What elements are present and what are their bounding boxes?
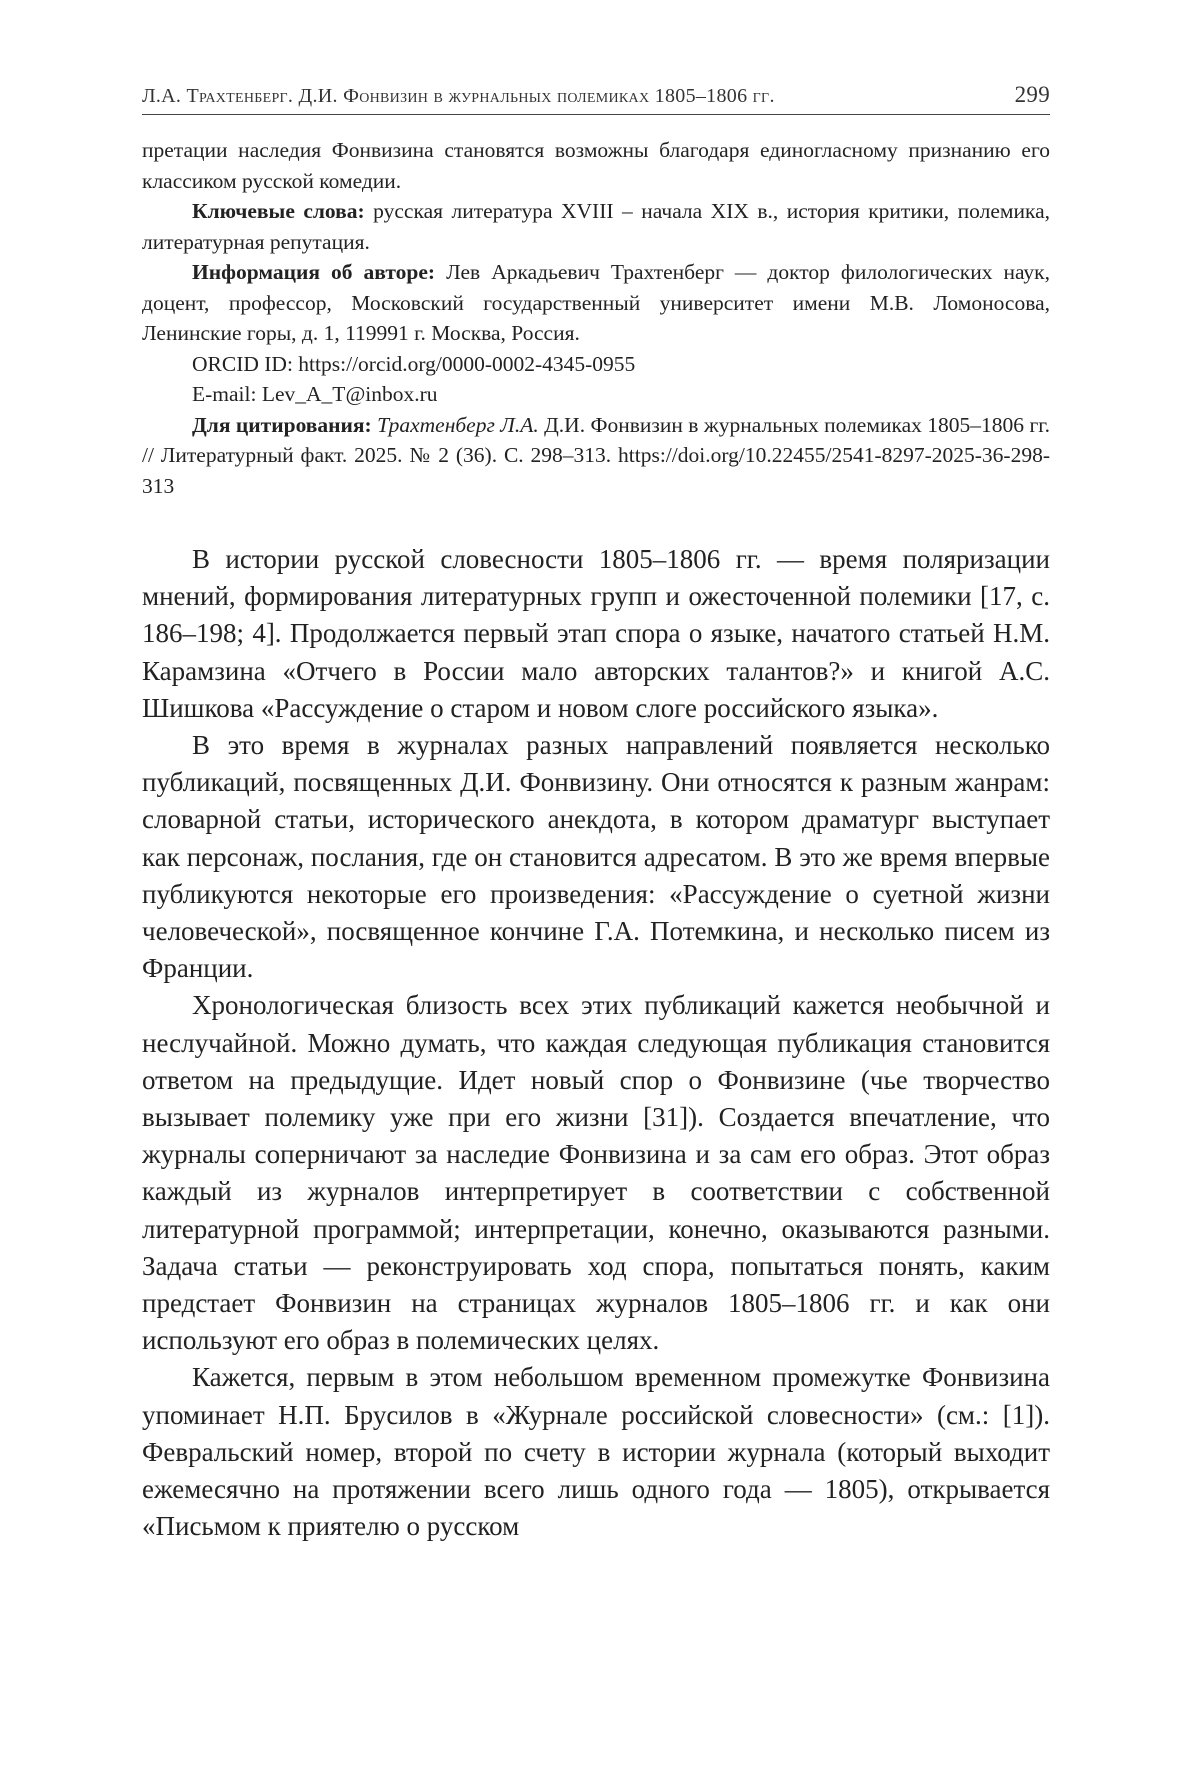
running-header	[142, 82, 1050, 115]
citation-label: Для цитирования:	[192, 412, 372, 437]
orcid-line: ORCID ID: https://orcid.org/0000-0002-4345-0955	[192, 351, 636, 376]
keywords-label: Ключевые слова:	[192, 199, 365, 223]
body-paragraph: В это время в журналах разных направлений появляется несколько публикаций, посвященных Д.И. Фонвизину. Они относятся к разным жанрам: словарной статьи, исторического анекдота, в котором драматург выступает как персонаж, послания, где он становится адресатом. В это же время впервые публикуются некоторые его произведения: «Рассуждение о суетной жизни человеческой», посвященное кончине Г.А. Потемкина, и несколько писем из Франции.	[142, 730, 1050, 984]
author-info	[142, 257, 1050, 349]
author-info-text: Лев Аркадьевич Трахтенберг — доктор филологических наук, доцент, профессор, Московский государственный университет имени М.В. Ломоносова, Ленинские горы, д. 1, 119991 г. Москва, Россия.	[142, 260, 1051, 345]
citation	[142, 410, 1050, 502]
abstract-block	[142, 135, 1050, 501]
keywords-text: русская литература XVIII – начала XIX в., история критики, полемика, литературная репутация.	[142, 199, 1051, 254]
running-title: Л.А. Трахтенберг. Д.И. Фонвизин в журнальных полемиках 1805–1806 гг.	[142, 85, 775, 107]
keywords	[142, 196, 1050, 257]
author-info-label: Информация об авторе:	[192, 260, 436, 284]
article-body	[142, 541, 1050, 1545]
abstract-continuation: претации наследия Фонвизина становятся возможны благодаря единогласному признанию его классиком русской комедии.	[142, 138, 1050, 193]
body-paragraph: В истории русской словесности 1805–1806 гг. — время поляризации мнений, формирования литературных групп и ожесточенной полемики [17, с. 186–198; 4]. Продолжается первый этап спора о языке, начатого статьей Н.М. Карамзина «Отчего в России мало авторских талантов?» и книгой А.С. Шишкова «Рассуждение о старом и новом слоге российского языка».	[142, 544, 1050, 723]
citation-author: Трахтенберг Л.А.	[377, 412, 539, 437]
body-paragraph: Хронологическая близость всех этих публикаций кажется необычной и неслучайной. Можно думать, что каждая следующая публикация становится ответом на предыдущие. Идет новый спор о Фонвизине (чье творчество вызывает полемику уже при его жизни [31]). Создается впечатление, что журналы соперничают за наследие Фонвизина и за сам его образ. Этот образ каждый из журналов интерпретирует в соответствии с собственной литературной программой; интерпретации, конечно, оказываются разными. Задача статьи — реконструировать ход спора, попытаться понять, каким предстает Фонвизин на страницах журналов 1805–1806 гг. и как они используют его образ в полемических целях.	[142, 990, 1050, 1356]
document-page	[142, 82, 1050, 1545]
page-number: 299	[1014, 82, 1050, 107]
email-line: E-mail: Lev_A_T@inbox.ru	[192, 382, 438, 406]
body-paragraph: Кажется, первым в этом небольшом временном промежутке Фонвизина упоминает Н.П. Брусилов в «Журнале российской словесности» (см.: [1]). Февральский номер, второй по счету в истории журнала (который выходит ежемесячно на протяжении всего лишь одного года — 1805), открывается «Письмом к приятелю о русском	[142, 1362, 1050, 1542]
citation-text: Д.И. Фонвизин в журнальных полемиках 1805–1806 гг. // Литературный факт. 2025. № 2 (36). С. 298–313. https://doi.org/10.22455/2541-8297-2025-36-298-313	[142, 412, 1051, 498]
